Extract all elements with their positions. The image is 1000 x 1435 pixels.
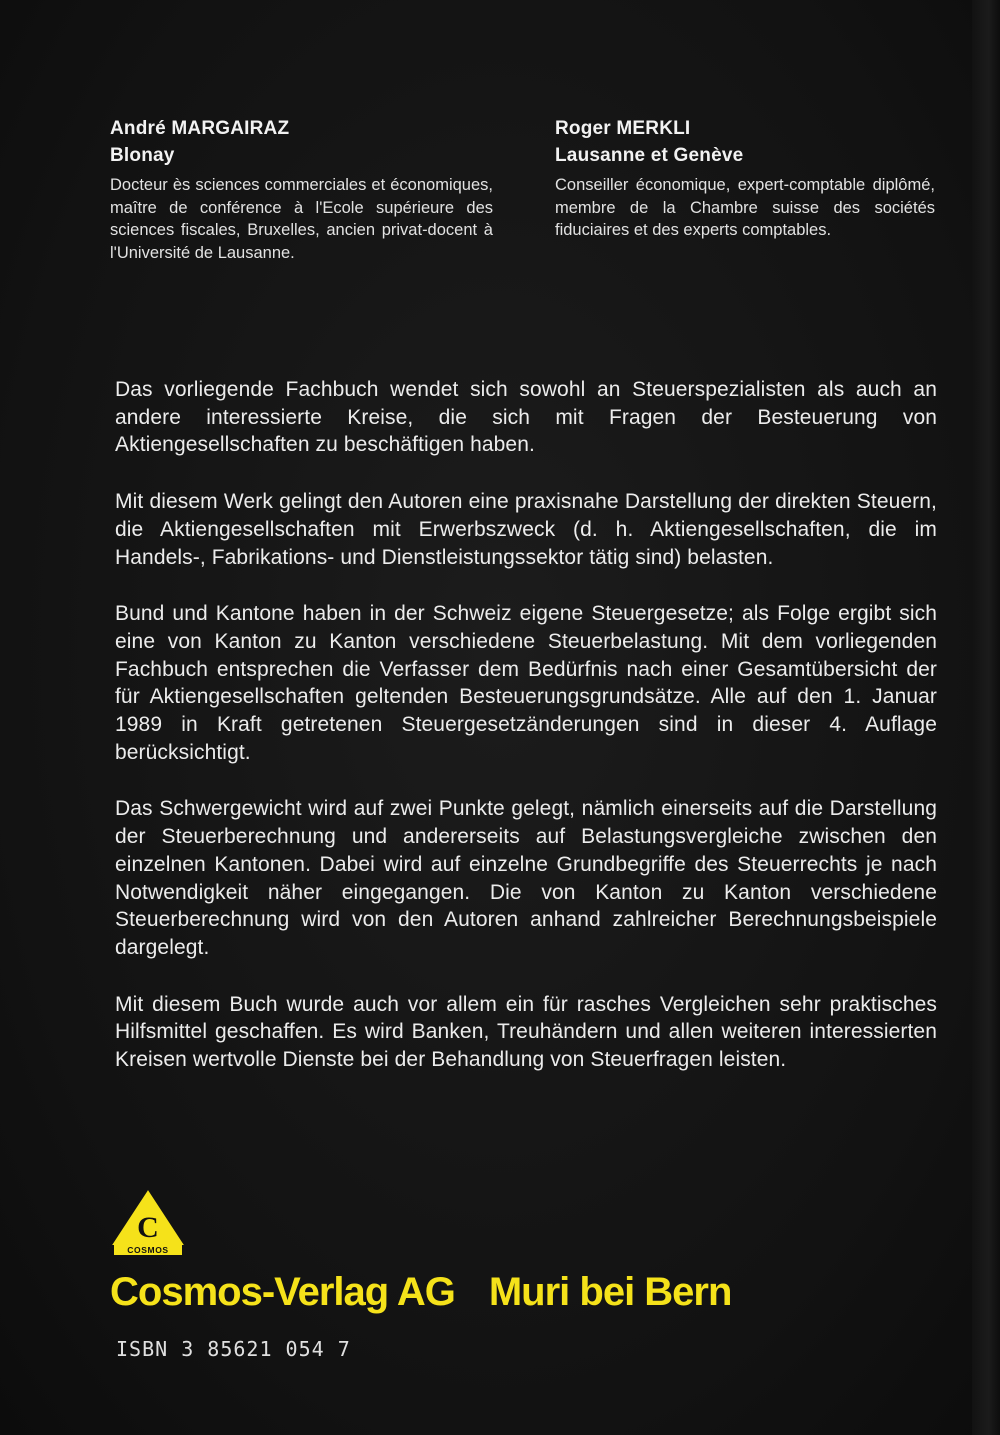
author-name: Roger MERKLI: [555, 118, 691, 139]
blurb-paragraph: Mit diesem Werk gelingt den Autoren eine praxisnahe Darstellung der direkten Steuern, die Aktiengesellschaften mit Erwerbszweck (d. h. Aktiengesellschaften, die im Handels-, Fabrikations- und Dienstleistungssektor tätig sind) belasten.: [115, 490, 937, 569]
isbn-number: ISBN 3 85621 054 7: [116, 1337, 351, 1361]
author-bio: Conseiller économique, expert-comptable diplômé, membre de la Chambre suisse des sociétés fiduciaires et des experts comptables.: [555, 176, 935, 239]
author-name: André MARGAIRAZ: [110, 118, 290, 139]
blurb-paragraph: Das vorliegende Fachbuch wendet sich sowohl an Steuerspezialisten als auch an andere interessierte Kreise, die sich mit Fragen der Besteuerung von Aktiengesellschaften zu beschäftigen haben.: [115, 378, 937, 457]
publisher-name: Cosmos-Verlag AG: [110, 1270, 455, 1314]
author-city: Blonay: [110, 145, 175, 166]
author-city: Lausanne et Genève: [555, 145, 744, 166]
author-block-merkli: [555, 115, 935, 242]
publisher-line: [110, 1266, 910, 1318]
cover-edge: [972, 0, 1000, 1435]
logo-letter: C: [137, 1211, 159, 1244]
publisher-location: Muri bei Bern: [488, 1270, 732, 1314]
logo-label: COSMOS: [127, 1245, 169, 1255]
author-bio: Docteur ès sciences commerciales et économiques, maître de conférence à l'Ecole supérieure des sciences fiscales, Bruxelles, ancien privat-docent à l'Université de Lausanne.: [110, 176, 493, 262]
blurb-paragraph: Mit diesem Buch wurde auch vor allem ein für rasches Vergleichen sehr praktisches Hilfsmittel geschaffen. Es wird Banken, Treuhändern und allen weiteren interessierten Kreisen wertvolle Dienste bei der Behandlung von Steuerfragen leisten.: [115, 992, 937, 1072]
author-block-margairaz: [110, 115, 493, 264]
blurb-text: [115, 376, 937, 1103]
blurb-paragraph: Bund und Kantone haben in der Schweiz eigene Steuergesetze; als Folge ergibt sich eine von Kanton zu Kanton verschiedene Steuerbelastung. Mit dem vorliegenden Fachbuch entsprechen die Verfasser dem Bedürfnis nach einer Gesamtübersicht der für Aktiengesellschaften geltenden Besteuerungsgrundsätze. Alle auf den 1. Januar 1989 in Kraft getretenen Steuergesetzänderungen sind in dieser 4. Auflage berücksichtigt.: [115, 602, 937, 764]
cosmos-logo-icon: [110, 1190, 186, 1256]
blurb-paragraph: Das Schwergewicht wird auf zwei Punkte gelegt, nämlich einerseits auf die Darstellung der Steuerberechnung und andererseits auf Belastungsvergleiche zwischen den einzelnen Kantonen. Dabei wird auf einzelne Grundbegriffe des Steuerrechts je nach Notwendigkeit näher eingegangen. Die von Kanton zu Kanton verschiedene Steuerberechnung wird von den Autoren anhand zahlreicher Berechnungsbeispiele dargelegt.: [115, 797, 937, 959]
